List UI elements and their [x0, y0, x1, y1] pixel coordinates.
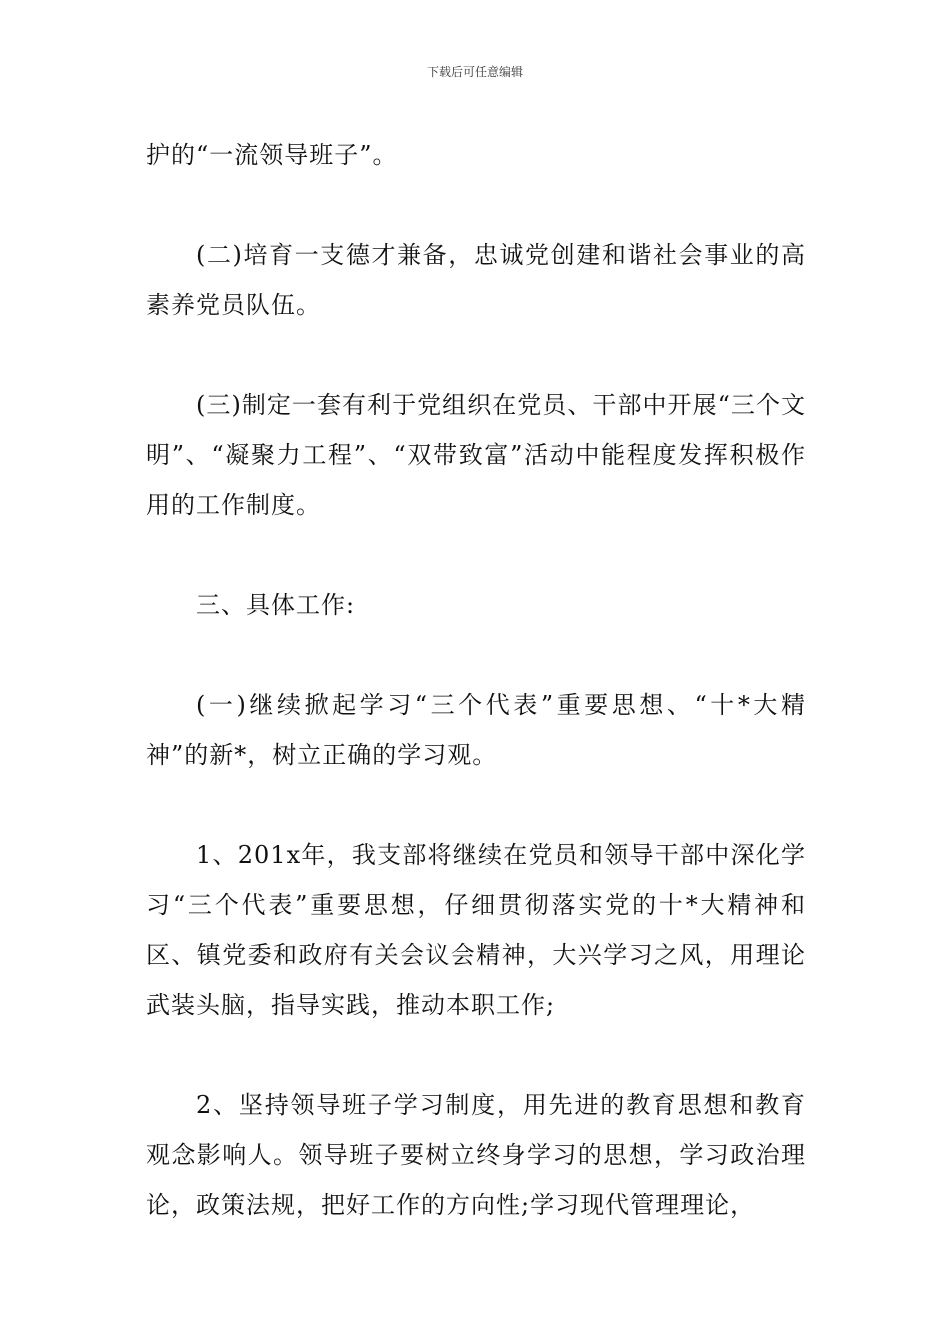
paragraph-6: 2、坚持领导班子学习制度，用先进的教育思想和教育观念影响人。领导班子要树立终身学习的思想，学习政治理论，政策法规，把好工作的方向性;学习现代管理理论，: [146, 1091, 806, 1219]
paragraph-4: (一)继续掀起学习“三个代表”重要思想、“十*大精神”的新*，树立正确的学习观。: [146, 691, 806, 769]
document-body: [146, 130, 806, 1230]
paragraph-3: (三)制定一套有利于党组织在党员、干部中开展“三个文明”、“凝聚力工程”、“双带致富”活动中能程度发挥积极作用的工作制度。: [146, 391, 806, 519]
paragraph-1: 护的“一流领导班子”。: [146, 141, 398, 169]
paragraph-5: 1、201x年，我支部将继续在党员和领导干部中深化学习“三个代表”重要思想，仔细贯彻落实党的十*大精神和区、镇党委和政府有关会议会精神，大兴学习之风，用理论武装头脑，指导实践，推动本职工作;: [146, 841, 806, 1019]
paragraph-2: (二)培育一支德才兼备，忠诚党创建和谐社会事业的高素养党员队伍。: [146, 241, 806, 319]
page-header: 下载后可任意编辑: [426, 65, 523, 79]
section-heading: 三、具体工作:: [196, 591, 356, 619]
